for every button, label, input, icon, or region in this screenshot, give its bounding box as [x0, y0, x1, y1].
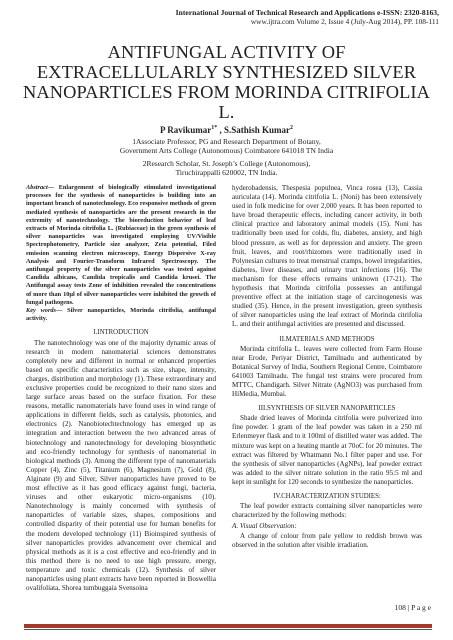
affiliation-2-line2: Tiruchirappalli 620002, TN India. — [175, 167, 278, 177]
introduction-continued: hyderobadensis, Thespesia populnea, Vinca rosea (13), Cassia auriculata (14). Morinda citrifolia L. (Noni) has been extensively used in folk medicine for over 2,000 years. It has been reported to have broad therapeutic effects, including cancer activity, in both clinical practice and laboratory animal models (15). Noni has traditionally been used for colds, flu, diabetes, anxiety, and high blood pressure, as well as for depression and anxiety. The green fruit, leaves, and root/rhizomes were traditionally used in Polynesian cultures to treat menstrual cramps, bowel irregularities, diabetes, liver diseases, and urinary tract infections (16). The mechanism for these effects remains unknown (17-21). The hypothesis that Morinda citrifolia possesses an antifungal preventive effect at the initiation stage of carcinogenesis was studied (35). Hence, in the present investigation, green synthesis of silver nanoparticles using the leaf extract of Morinda citrifolia L. and their antifungal activities are presented and discussed. — [232, 184, 422, 329]
affiliation-1-line2: Government Arts College (Autonomous) Coimbatore 641018 TN India — [119, 145, 334, 155]
abstract — [26, 184, 216, 307]
abstract-text: Enlargement of biologically stimulated investigational processes for the synthesis of nanoparticles is building into an important branch of nanotechnology. Eco responsive methods of green mediated synthesis of nanoparticles are the present research in the extremity of nanotechnology. The bioreduction behavior of leaf extracts of Morinda citrifolia L. (Rubiaceae) in the green synthesis of silver nanoparticles was investigated employing UV/Visible Spectrophotometry, Particle size analyzer, Zeta potential, Filed emission scanning electron microscopy, Energy Dispersive X-ray Analysis and Fourier-Transform Infrared Spectroscopy. The antifungal property of the silver nanoparticles was tested against Candida albicans, Candida tropicalis and Candida krusei. The Antifungal assay tests Zone of inhibition revealed the concentrations of more than 10µl of silver nanoparticles were inhibited the growth of fungal pathogens. — [26, 184, 216, 306]
journal-issue: www.ijtra.com Volume 2, Issue 4 (July-Aug 2014), PP. 108-111 — [250, 17, 439, 26]
right-column — [232, 184, 422, 551]
page-number: 108 | P a g e — [394, 603, 431, 612]
section-heading-characterization: IV.CHARACTERIZATION STUDIES: — [273, 493, 381, 500]
footer-rule-thin — [24, 629, 432, 630]
visual-observation-text: A change of colour from pale yellow to reddish brown was observed in the solution after visible irradiation. — [232, 532, 422, 550]
author-2-mark: 2 — [290, 125, 294, 131]
author-1-mark: 1* — [211, 125, 218, 131]
affiliation-1-line1: 1Associate Professor, PG and Research Department of Botany, — [132, 137, 321, 146]
journal-name: International Journal of Technical Research and Applications e-ISSN: 2320-8163, — [175, 8, 439, 17]
affiliation-2 — [0, 160, 453, 177]
section-heading-methods: II.MATERIALS AND METHODS — [279, 335, 375, 343]
journal-header — [109, 8, 439, 26]
abstract-label: Abstract— — [26, 184, 54, 191]
left-column — [26, 184, 216, 593]
affiliation-1 — [0, 138, 453, 155]
introduction-text: The nanotechnology was one of the majority dynamic areas of research in modern nanomaterial sciences demonstrates completely new and different in normal or enhanced properties based on specific characteristics such as size, shape, intensity, charges, distribution and morphology (1). These extraordinary and exclusive properties could be recognized to their nano sizes and large surface areas based on the surface fixation. For these reasons, metallic nanomaterials have found uses in wind range of applications in different fields, such as catalysis, photonics, and electronics (2). Nanobiotechtechnology has emerged up as integration and interaction between the two advanced areas of biotechnology and nanotechnology for developing biosynthetic and eco-friendly technology for synthesis of nanomaterial in biological methods (3). Among the different type of nanomaterials Copper (4), Zinc (5), Titanium (6), Magnesium (7), Gold (8), Alginate (9) and Silver, Silver nanoparticles have proved to be most effective as it has good efficacy against fungi, bacteria, viruses and other eukaryotic micro-organisms (10). Nanotechnology is mainly concerned with synthesis of nanoparticles of variable sizes, shapes, compositions and controlled disparity of their potential use for human benefits for the modern developed technology (11) Bioinspired synthesis of silver nanoparticles provides advancement over chemical and physical methods as it is a cost effective and eco-friendly and in this method there is no need to use high pressure, energy, temperature and toxic chemicals (12). Synthesis of silver nanoparticles using plant extracts have been reported in Boswellia ovalifoliata, Shorea tumbuggaia Svensoina — [26, 338, 216, 593]
author-1: P Ravikumar — [159, 125, 212, 135]
methods-text: Morinda citrifolia L. leaves were collected from Farm House near Erode, Periyar District, Tamilnadu and authenticated by Botanical Survey of India, Southern Regional Centre, Coimbatore 641003 Tamilnadu. The fungal test strains were procured from MTTC, Chandigarh. Silver Nitrate (AgNO3) was purchased from HiMedia, Mumbai. — [232, 344, 422, 399]
author-2: S.Sathish Kumar — [223, 125, 291, 135]
characterization-text: The leaf powder extracts containing silver nanoparticles were characterized by the following methods: — [232, 502, 422, 520]
keywords-text: Silver nanoparticles, Morinda citrifolia, antifungal activity. — [26, 307, 216, 323]
section-heading-introduction: I.INTRODUCTION — [93, 329, 149, 337]
affiliation-2-line1: 2Research Scholar, St. Joseph’s College (Autonomous), — [142, 159, 311, 168]
footer-rule — [24, 624, 432, 628]
paper-title: ANTIFUNGAL ACTIVITY OF EXTRACELLULARLY SYNTHESIZED SILVER NANOPARTICLES FROM MORINDA CITRIFOLIA L. — [22, 42, 431, 122]
section-heading-synthesis: III.SYNTHESIS OF SILVER NANOPARTICLES — [258, 405, 396, 413]
keywords — [26, 307, 216, 323]
author-separator: , — [217, 125, 224, 135]
synthesis-text: Shade dried leaves of Morinda citrifolia were pulverized into fine powder. 1 gram of the leaf powder was taken in a 250 ml Erlenmeyer flask and to it 100ml of distilled water was added. The mixture was kept on a heating mantle at 70oC for 20 minutes. The extract was filtered by Whatmann No.1 filter paper and use. For the synthesis of silver nanoparticles (AgNPs), leaf powder extract was added to the silver nitrate solution in the ratio 95:5 ml and kept in sunlight for 120 seconds to synthesize the nanoparticles. — [232, 414, 422, 486]
keywords-label: Key words— — [26, 307, 63, 315]
authors — [0, 125, 453, 135]
subsection-heading-visual: A. Visual Observation: — [232, 522, 297, 531]
